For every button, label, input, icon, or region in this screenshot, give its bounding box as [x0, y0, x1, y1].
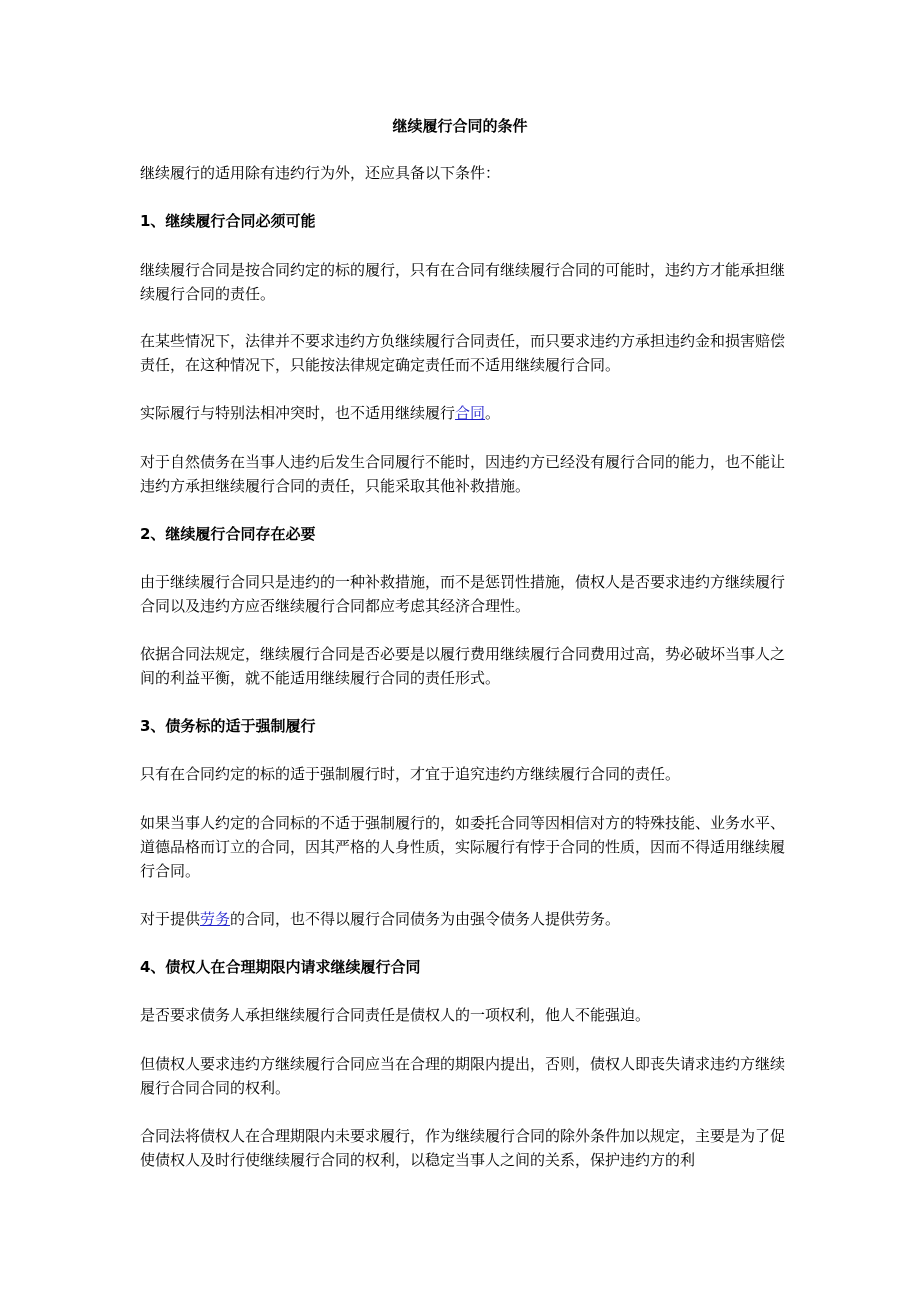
- paragraph-text: 。: [485, 404, 501, 422]
- section-3-heading: 3、债务标的适于强制履行: [140, 717, 316, 735]
- section-3-paragraph-1: 只有在合同约定的标的适于强制履行时，才宜于追究违约方继续履行合同的责任。: [140, 765, 681, 783]
- paragraph-text: 的合同，也不得以履行合同债务为由强令债务人提供劳务。: [230, 910, 621, 928]
- section-4-paragraph-1: 是否要求债务人承担继续履行合同责任是债权人的一项权利，他人不能强迫。: [140, 1006, 651, 1024]
- section-2-paragraph-1: 由于继续履行合同只是违约的一种补救措施，而不是惩罚性措施，债权人是否要求违约方继续履行合同以及违约方应否继续履行合同都应考虑其经济合理性。: [140, 573, 786, 615]
- section-3-paragraph-3: [140, 907, 785, 931]
- labor-link[interactable]: 劳务: [200, 910, 231, 928]
- intro-paragraph: 继续履行的适用除有违约行为外，还应具备以下条件：: [140, 164, 501, 182]
- section-4-paragraph-2: 但债权人要求违约方继续履行合同应当在合理的期限内提出，否则，债权人即丧失请求违约方继续履行合同合同的权利。: [140, 1055, 786, 1097]
- section-1-paragraph-4: 对于自然债务在当事人违约后发生合同履行不能时，因违约方已经没有履行合同的能力，也不能让违约方承担继续履行合同的责任，只能采取其他补救措施。: [140, 453, 786, 495]
- section-4-paragraph-3: 合同法将债权人在合理期限内未要求履行，作为继续履行合同的除外条件加以规定，主要是为了促使债权人及时行使继续履行合同的权利，以稳定当事人之间的关系，保护违约方的利: [140, 1127, 786, 1169]
- section-1-paragraph-3: [140, 401, 785, 425]
- section-3-paragraph-2: 如果当事人约定的合同标的不适于强制履行的，如委托合同等因相信对方的特殊技能、业务水平、道德品格而订立的合同，因其严格的人身性质，实际履行有悖于合同的性质，因而不得适用继续履行合同。: [140, 814, 786, 880]
- section-2-heading: 2、继续履行合同存在必要: [140, 525, 316, 543]
- section-1-heading: 1、继续履行合同必须可能: [140, 212, 316, 230]
- section-2-paragraph-2: 依据合同法规定，继续履行合同是否必要是以履行费用继续履行合同费用过高，势必破坏当事人之间的利益平衡，就不能适用继续履行合同的责任形式。: [140, 645, 786, 687]
- section-1-paragraph-2: 在某些情况下，法律并不要求违约方负继续履行合同责任，而只要求违约方承担违约金和损害赔偿责任，在这种情况下，只能按法律规定确定责任而不适用继续履行合同。: [140, 332, 786, 374]
- paragraph-text: 实际履行与特别法相冲突时，也不适用继续履行: [140, 404, 456, 422]
- paragraph-text: 对于提供: [140, 910, 201, 928]
- contract-link[interactable]: 合同: [455, 404, 486, 422]
- document-title: 继续履行合同的条件: [392, 117, 528, 135]
- section-1-paragraph-1: 继续履行合同是按合同约定的标的履行，只有在合同有继续履行合同的可能时，违约方才能承担继续履行合同的责任。: [140, 261, 786, 303]
- section-4-heading: 4、债权人在合理期限内请求继续履行合同: [140, 958, 421, 976]
